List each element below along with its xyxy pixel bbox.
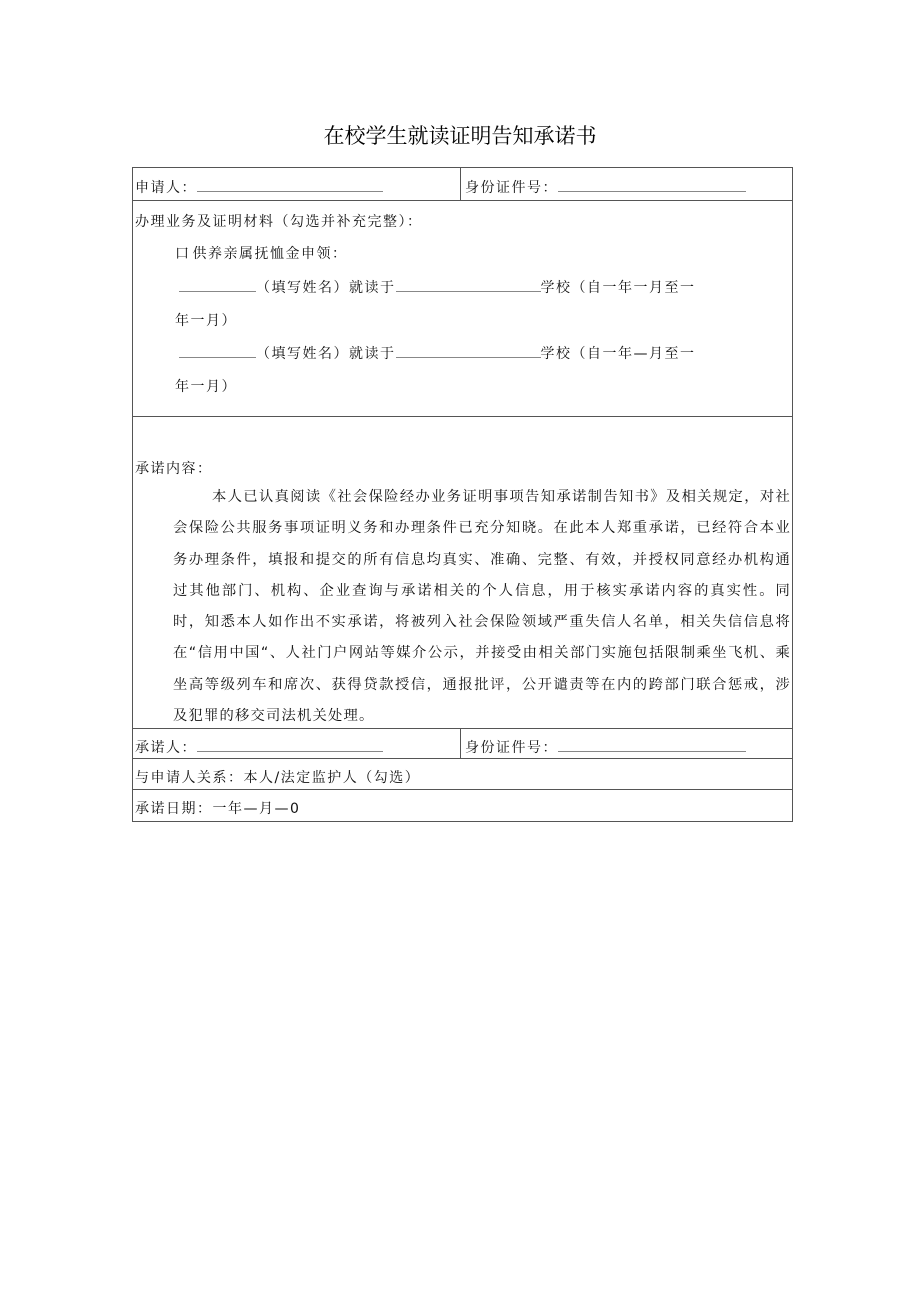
promisor-label: 承诺人： <box>135 740 197 756</box>
materials-section <box>133 201 792 417</box>
applicant-row <box>133 168 792 201</box>
student-entry-2 <box>179 343 696 363</box>
promisor-field[interactable] <box>135 737 383 757</box>
benefit-option[interactable] <box>175 243 348 263</box>
commitment-heading: 承诺内容： <box>135 461 213 477</box>
commitment-form <box>132 167 793 822</box>
promisor-blank[interactable] <box>197 739 383 752</box>
applicant-label: 申请人： <box>135 180 197 196</box>
applicant-blank[interactable] <box>197 179 383 192</box>
commitment-body: 本人已认真阅读《社会保险经办业务证明事项告知承诺制告知书》及相关规定，对社会保险公共服务事项证明义务和办理条件已充分知晓。在此本人郑重承诺，已经符合本业务办理条件，填报和提交的所有信息均真实、准确、完整、有效，并授权同意经办机构通过其他部门、机构、企业查询与承诺相关的个人信息，用于核实承诺内容的真实性。同时，知悉本人如作出不实承诺，将被列入社会保险领域严重失信人名单，相关失信信息将在“信用中国“、人社门户网站等媒介公示，并接受由相关部门实施包括限制乘坐飞机、乘坐高等级列车和席次、获得贷款授信，通报批评，公开谴责等在内的跨部门联合惩戒，涉及犯罪的移交司法机关处理。 <box>173 489 791 725</box>
applicant-id-label: 身份证件号： <box>465 180 558 196</box>
applicant-id-blank[interactable] <box>558 179 746 192</box>
promisor-id-field[interactable] <box>465 737 746 757</box>
school-period-label-2: 学校（自一年—月至一 <box>540 346 696 362</box>
period-end-2: 年一月） <box>175 379 237 395</box>
school-period-label-1: 学校（自一年一月至一 <box>540 280 696 296</box>
benefit-option-label: 供养亲属抚恤金申领： <box>192 246 348 262</box>
date-row <box>133 790 792 821</box>
promisor-id-label: 身份证件号： <box>465 740 558 756</box>
fill-name-label-1: （填写姓名）就读于 <box>256 280 396 296</box>
student-entry-1 <box>179 277 696 297</box>
column-divider-2 <box>460 729 461 758</box>
materials-heading: 办理业务及证明材料（勾选并补充完整）： <box>135 214 423 230</box>
applicant-id-field[interactable] <box>465 177 746 197</box>
student-name-blank-2[interactable] <box>179 345 256 358</box>
promisor-id-blank[interactable] <box>558 739 746 752</box>
school-blank-2[interactable] <box>396 345 541 358</box>
period-end-1: 年一月） <box>175 313 237 329</box>
document-title: 在校学生就读证明告知承诺书 <box>323 124 597 148</box>
student-name-blank-1[interactable] <box>179 279 256 292</box>
checkbox-icon[interactable]: 口 <box>175 246 191 262</box>
school-blank-1[interactable] <box>396 279 541 292</box>
relation-row <box>133 759 792 790</box>
fill-name-label-2: （填写姓名）就读于 <box>256 346 396 362</box>
column-divider <box>460 168 461 200</box>
relation-text[interactable]: 与申请人关系：本人/法定监护人（勾选） <box>135 770 421 786</box>
applicant-field[interactable] <box>135 177 383 197</box>
commitment-date[interactable]: 承诺日期：一年—月—0 <box>135 801 301 817</box>
commitment-section <box>133 417 792 729</box>
promisor-row <box>133 729 792 759</box>
